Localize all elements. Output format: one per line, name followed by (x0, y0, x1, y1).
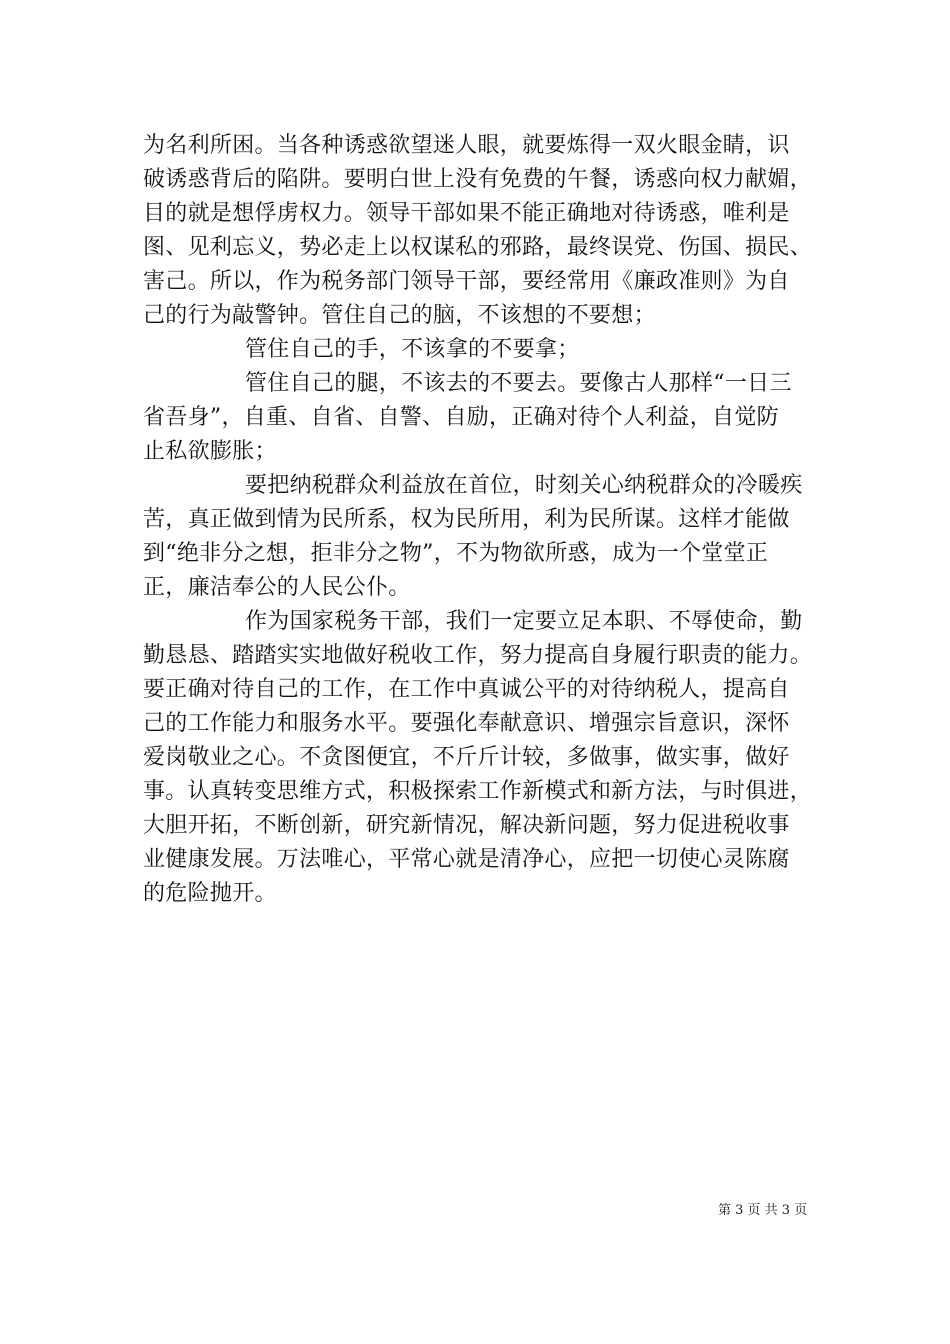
text-line: 己的工作能力和服务水平。要强化奉献意识、增强宗旨意识，深怀 (143, 711, 790, 736)
text-line: 止私欲膨胀； (143, 439, 277, 464)
text-line: 目的就是想俘虏权力。领导干部如果不能正确地对待诱惑，唯利是 (143, 201, 790, 226)
text-line: 作为国家税务干部，我们一定要立足本职、不辱使命，勤 (245, 609, 803, 634)
text-line: 大胆开拓，不断创新，研究新情况，解决新问题，努力促进税收事 (143, 813, 790, 838)
text-line: 爱岗敬业之心。不贪图便宜，不斤斤计较，多做事，做实事，做好 (143, 745, 790, 770)
text-line: 业健康发展。万法唯心，平常心就是清净心，应把一切使心灵陈腐 (143, 847, 790, 872)
text-line: 要正确对待自己的工作，在工作中真诚公平的对待纳税人，提高自 (143, 677, 790, 702)
text-line: 事。认真转变思维方式，积极探索工作新模式和新方法，与时俱进， (143, 779, 813, 804)
text-line: 害己。所以，作为税务部门领导干部，要经常用《廉政准则》为自 (143, 269, 790, 294)
text-line: 正，廉洁奉公的人民公仆。 (143, 575, 411, 600)
text-line: 图、见利忘义，势必走上以权谋私的邪路，最终误党、伤国、损民、 (143, 235, 813, 260)
text-line: 管住自己的手，不该拿的不要拿； (245, 337, 580, 362)
text-line: 管住自己的腿，不该去的不要去。要像古人那样“一日三 (245, 371, 792, 396)
text-line: 省吾身”，自重、自省、自警、自励，正确对待个人利益，自觉防 (143, 405, 779, 430)
text-line: 苦，真正做到情为民所系，权为民所用，利为民所谋。这样才能做 (143, 507, 790, 532)
text-line: 的危险抛开。 (143, 881, 277, 906)
text-line: 为名利所困。当各种诱惑欲望迷人眼，就要炼得一双火眼金睛，识 (143, 133, 790, 158)
text-line: 己的行为敲警钟。管住自己的脑，不该想的不要想； (143, 303, 656, 328)
text-line: 勤恳恳、踏踏实实地做好税收工作，努力提高自身履行职责的能力。 (143, 643, 813, 668)
text-line: 要把纳税群众利益放在首位，时刻关心纳税群众的冷暖疾 (245, 473, 803, 498)
text-line: 到“绝非分之想，拒非分之物”，不为物欲所惑，成为一个堂堂正 (143, 541, 769, 566)
page-number-footer: 第 3 页 共 3 页 (718, 1203, 808, 1218)
text-line: 破诱惑背后的陷阱。要明白世上没有免费的午餐，诱惑向权力献媚， (143, 167, 813, 192)
